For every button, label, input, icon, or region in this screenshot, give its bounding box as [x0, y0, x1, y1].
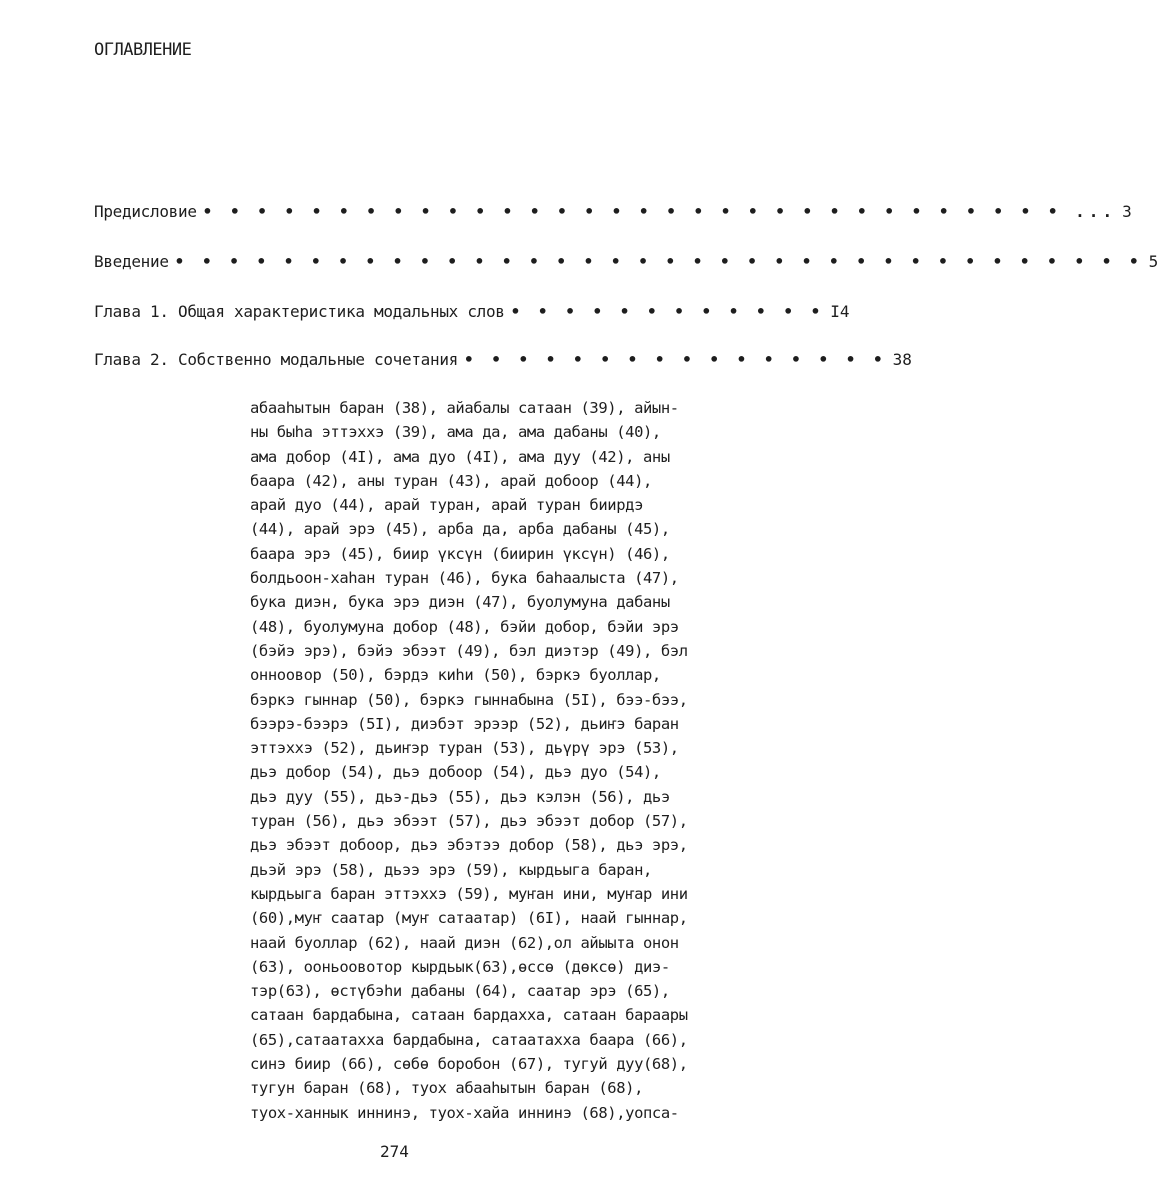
index-line: дьэ добор (54), дьэ добоор (54), дьэ дуо (54), — [250, 763, 661, 782]
toc-entry-page: 3 — [1122, 202, 1132, 221]
index-line: абааhытын баран (38), айабалы сатаан (39), айын- — [250, 399, 679, 417]
toc-entry — [94, 250, 1159, 274]
toc-entry-leader: • • • • • • • • • • • • • • • • • • • • • • • • • • • • • • • • • • • • — [174, 252, 1143, 271]
page-heading: ОГЛАВЛЕНИЕ — [94, 40, 192, 60]
index-line: болдьоон-хаhан туран (46), бука баhаалыста (47), — [250, 569, 679, 588]
index-line: синэ биир (66), сөбө боробон (67), тугуй дуу(68), — [250, 1055, 688, 1074]
index-line: бука диэн, бука эрэ диэн (47), буолумуна дабаны — [250, 593, 670, 612]
toc-entry — [94, 348, 912, 372]
index-line: сатаан бардабына, сатаан бардахха, сатаан бараары — [250, 1006, 688, 1025]
toc-entry-title: Введение — [94, 252, 169, 271]
index-line: (48), буолумуна добор (48), бэйи добор, бэйи эрэ — [250, 617, 679, 636]
toc-entry — [94, 200, 1132, 224]
modal-phrase-index — [250, 396, 750, 1125]
index-line: баара (42), аны туран (43), арай добоор (44), — [250, 471, 652, 490]
index-line: эттэххэ (52), дьиҥэр туран (53), дьүрү эрэ (53), — [250, 739, 679, 758]
toc-entry-page: 38 — [892, 350, 912, 369]
index-line: бээрэ-бээрэ (5I), диэбэт эрээр (52), дьиҥэ баран — [250, 714, 679, 733]
index-line: бэркэ гыннар (50), бэркэ гыннабына (5I), бээ-бээ, — [250, 690, 688, 709]
toc-entry — [94, 300, 850, 324]
index-line: кырдьыга баран эттэххэ (59), муҥан ини, муҥар ини — [250, 884, 688, 903]
index-line: ны быhа эттэххэ (39), ама да, ама дабаны (40), — [250, 423, 661, 442]
toc-entry-page: I4 — [830, 302, 850, 321]
index-line: дьэ эбээт добоор, дьэ эбэтээ добор (58), дьэ эрэ, — [250, 836, 688, 855]
toc-entry-leader: • • • • • • • • • • • • • • • • — [463, 350, 887, 369]
index-line: тэр(63), өстүбэhи дабаны (64), саатар эрэ (65), — [250, 982, 670, 1001]
page-number: 274 — [380, 1142, 409, 1161]
toc-entry-leader: • • • • • • • • • • • • • • • • • • • • • • • • • • • • • • • • ... — [202, 202, 1117, 221]
toc-entry-title: Предисловие — [94, 202, 197, 221]
toc-entry-leader: • • • • • • • • • • • • — [510, 302, 825, 321]
index-line: (44), арай эрэ (45), арба да, арба дабаны (45), — [250, 520, 670, 539]
index-line: (65),сатаатахха бардабына, сатаатахха баара (66), — [250, 1030, 688, 1049]
index-line: арай дуо (44), арай туран, арай туран биирдэ — [250, 496, 643, 515]
index-line: (бэйэ эрэ), бэйэ эбээт (49), бэл диэтэр (49), бэл — [250, 641, 688, 660]
index-line: туран (56), дьэ эбээт (57), дьэ эбээт добор (57), — [250, 812, 688, 831]
toc-entry-title: Глава 1. Общая характеристика модальных слов — [94, 302, 505, 321]
index-line: тугун баран (68), туох абааhытын баран (68), — [250, 1079, 643, 1098]
index-line: дьэй эрэ (58), дьээ эрэ (59), кырдьыга баран, — [250, 860, 652, 879]
toc-entry-page: 5 — [1148, 252, 1159, 271]
index-line: туох-ханнык иннинэ, туох-хайа иннинэ (68),уопса- — [250, 1103, 679, 1122]
index-line: дьэ дуу (55), дьэ-дьэ (55), дьэ кэлэн (56), дьэ — [250, 787, 670, 806]
index-line: (63), ооньоовотор кырдьык(63),өссө (дөксө) диэ- — [250, 957, 670, 976]
index-line: онноовор (50), бэрдэ киhи (50), бэркэ буоллар, — [250, 666, 661, 685]
index-line: наай буоллар (62), наай диэн (62),ол айыыта онон — [250, 933, 679, 952]
index-line: баара эрэ (45), биир үксүн (биирин үксүн) (46), — [250, 544, 670, 563]
index-line: (60),муҥ саатар (муҥ сатаатар) (6I), наай гыннар, — [250, 909, 688, 928]
index-line: ама добор (4I), ама дуо (4I), ама дуу (42), аны — [250, 447, 670, 466]
toc-entry-title: Глава 2. Собственно модальные сочетания — [94, 350, 458, 369]
